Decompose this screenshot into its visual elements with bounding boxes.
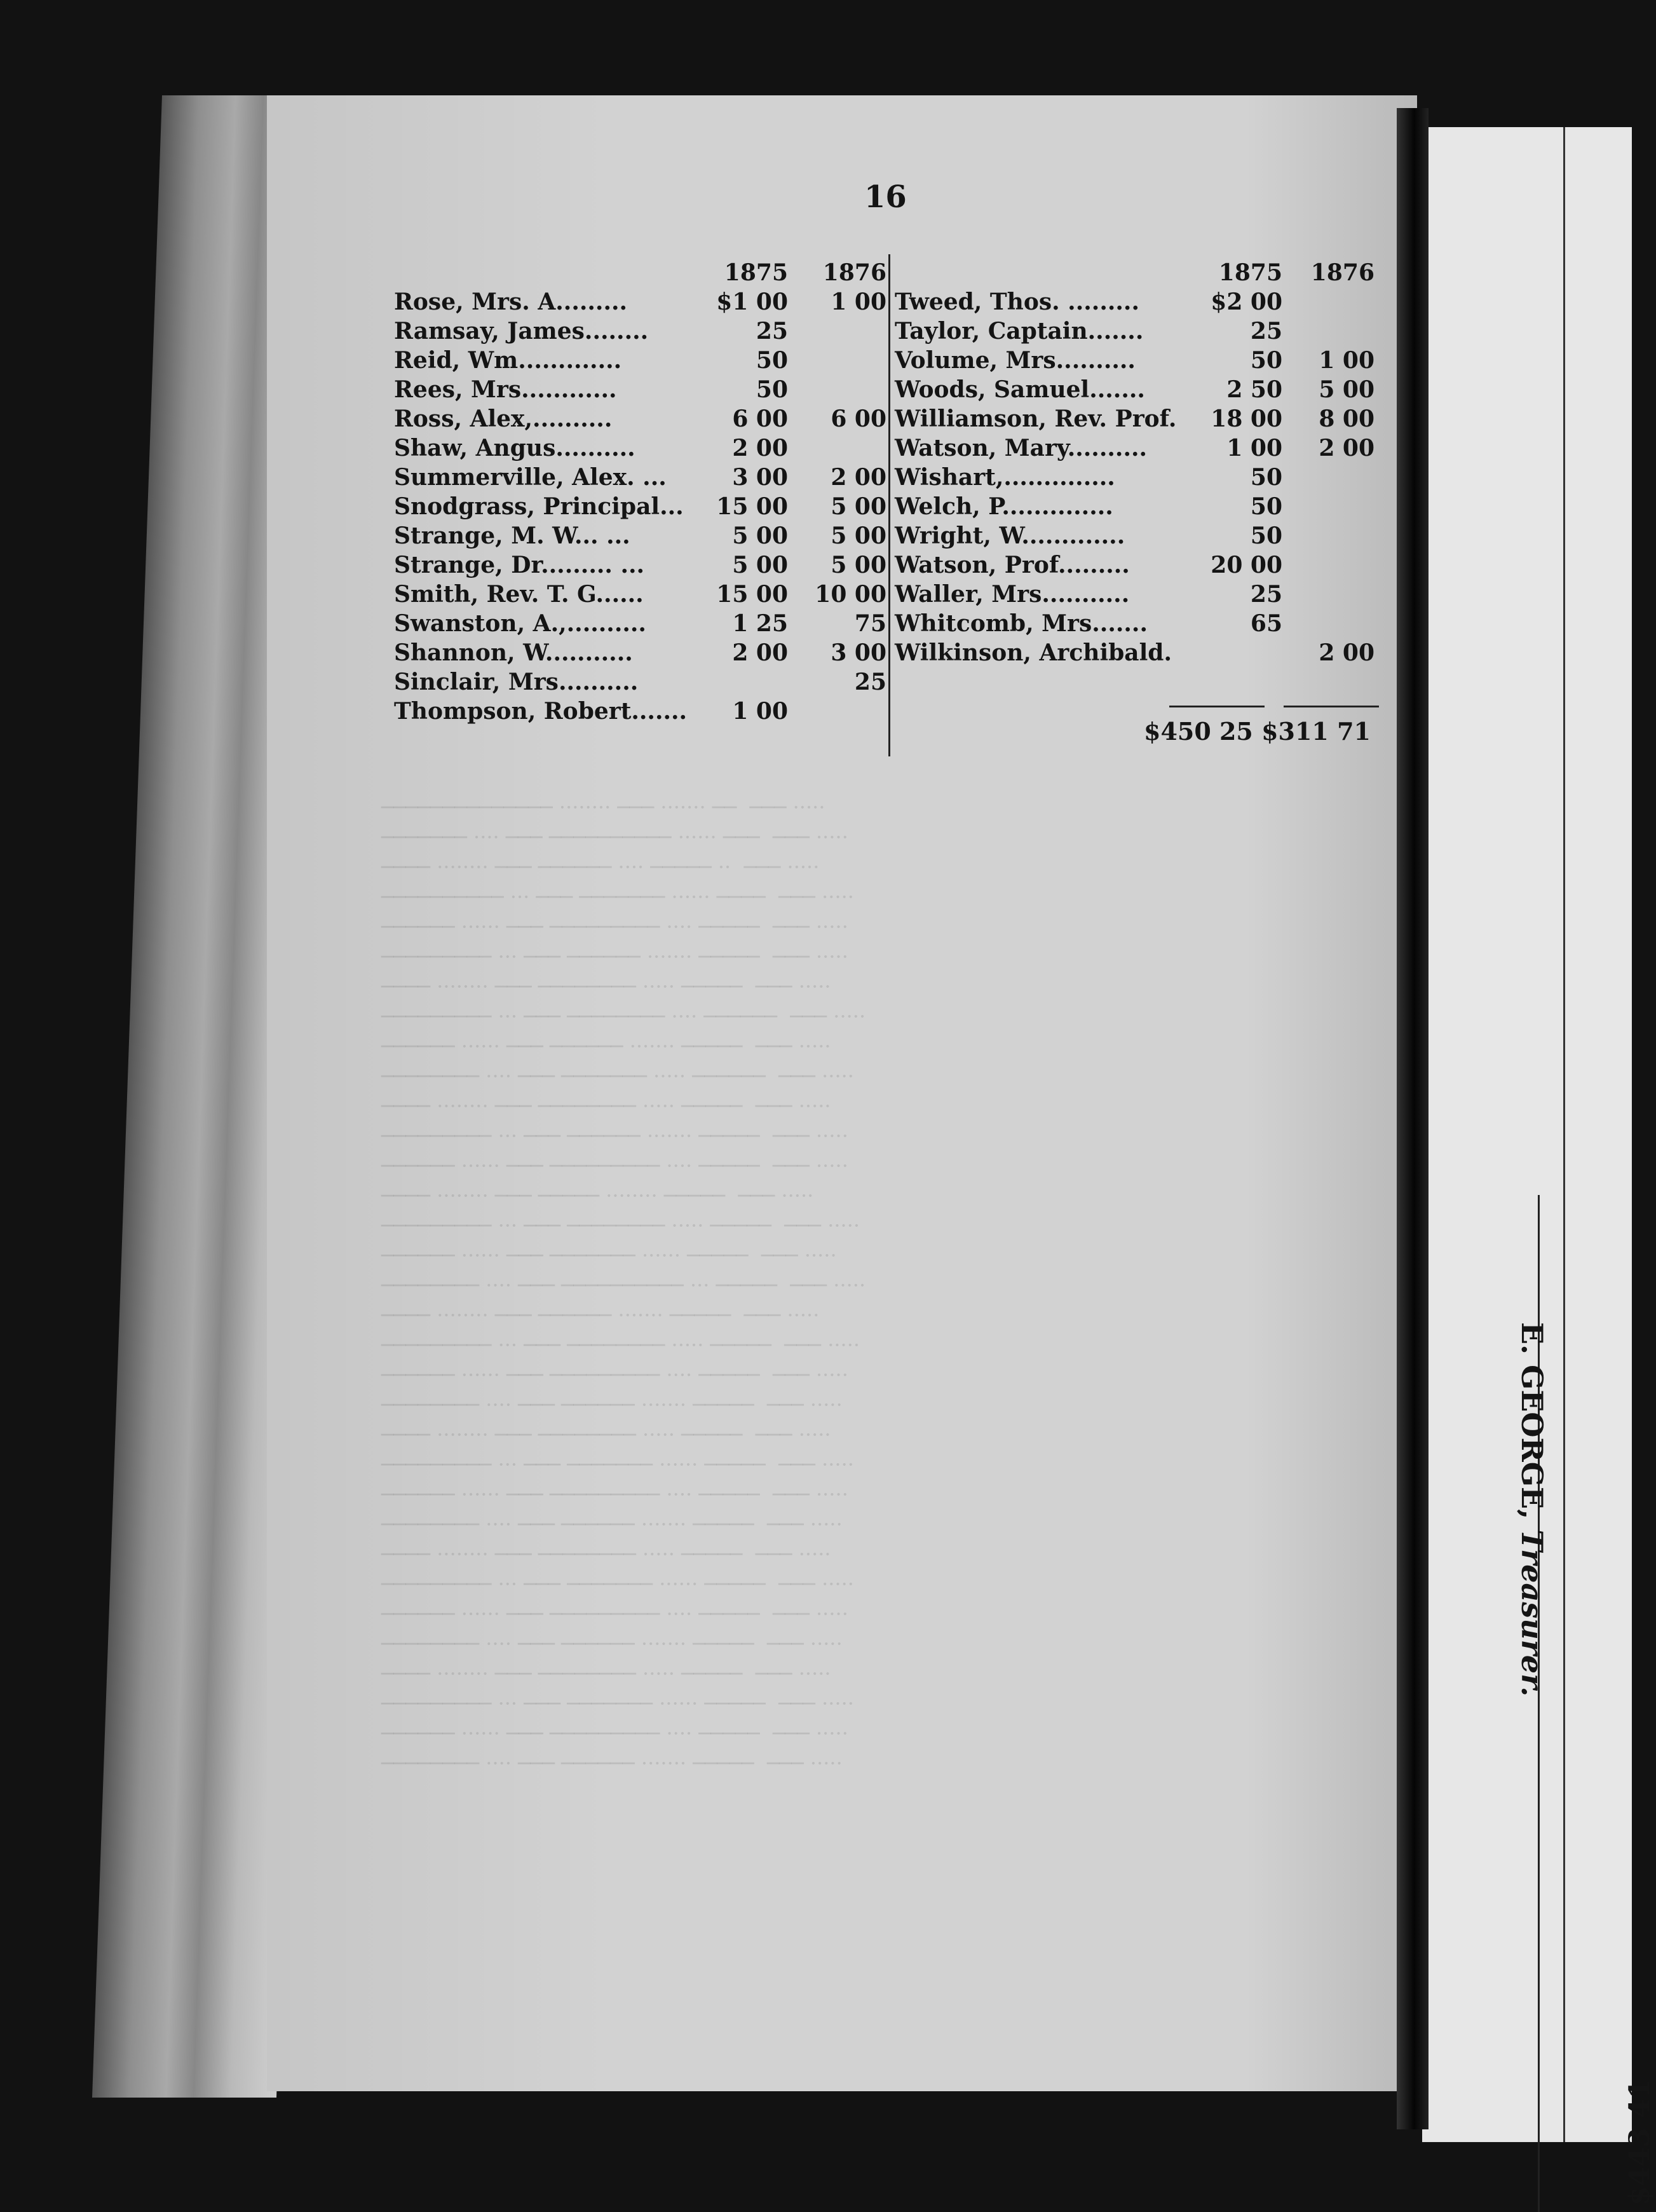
entry-row — [394, 698, 886, 727]
entry-amount-1875: 15 00 — [716, 493, 788, 520]
book-gutter — [1397, 108, 1429, 2129]
entry-amount-1876: 3 00 — [831, 639, 886, 666]
entry-row — [394, 581, 886, 610]
signature-title: Treasurer. — [1515, 1529, 1549, 1697]
entry-amount-1875: 2 00 — [732, 639, 788, 666]
right-column — [895, 259, 1381, 669]
entry-amount-1875: 1 00 — [1226, 435, 1282, 461]
entry-amount-1876: 5 00 — [831, 552, 886, 578]
treasurer-signature — [1511, 1322, 1549, 1767]
entry-row — [394, 435, 886, 464]
entry-amount-1875: 6 00 — [732, 406, 788, 432]
bleed-through-texture: ────────────── ········ ─── ······· ── ─── ····· ─────── ···· ─── ────────── ······ ─── ─── ····· ──── ········ ─── ────── ···· ───── ·· ─── ····· ────────── ··· ─── ─────── ······ ──── ─── ····· ────── ······ ─── ───────── ···· ───── ─── ····· ───────── ··· ─── ────── ······· ───── ─── ····· ──── ········ ─── ──────── ····· ───── ─── ····· ───────── ··· ─── ──────── ···· ────── ─── ····· ────── ······ ─── ────── ······· ───── ─── ····· ──────── ···· ─── ─────── ····· ────── ─── ····· ──── ········ ─── ──────── ····· ───── ─── ····· ───────── ··· ─── ────── ······· ───── ─── ····· ────── ······ ─── ───────── ···· ───── ─── ····· ──── ········ ─── ───── ········ ───── ─── ····· ───────── ··· ─── ──────── ····· ───── ─── ····· ────── ······ ─── ─────── ······ ───── ─── ····· ──────── ···· ─── ────────── ··· ───── ─── ····· ──── ········ ─── ────── ······· ───── ─── ····· ───────── ··· ─── ──────── ····· ───── ─── ····· ────── ······ ─── ───────── ···· ───── ─── ····· ──────── ···· ─── ────── ······· ───── ─── ····· ──── ········ ─── ──────── ····· ───── ─── ····· ───────── ··· ─── ─────── ······ ───── ─── ····· ────── ······ ─── ───────── ···· ───── ─── ····· ──────── ···· ─── ────── ······· ───── ─── ····· ──── ········ ─── ──────── ····· ───── ─── ····· ───────── ··· ─── ─────── ······ ───── ─── ····· ────── ······ ─── ───────── ···· ───── ─── ····· ──────── ···· ─── ────── ······· ───── ─── ····· ──── ········ ─── ──────── ····· ───── ─── ····· ───────── ··· ─── ─────── ······ ───── ─── ····· ────── ······ ─── ───────── ···· ───── ─── ····· ──────── ···· ─── ────── ······· ───── ─── ····· — [381, 795, 866, 1775]
entry-row — [895, 435, 1381, 464]
entry-name: Ross, Alex,.......... — [394, 406, 613, 432]
entry-row — [895, 639, 1381, 669]
entry-name: Snodgrass, Principal... — [394, 493, 684, 520]
total-rule-1875 — [1169, 706, 1265, 707]
year-header-1876: 1876 — [1310, 259, 1374, 286]
entry-amount-1875: 25 — [1250, 581, 1282, 608]
entry-amount-1876: 5 00 — [831, 493, 886, 520]
entry-row — [394, 347, 886, 376]
entry-amount-1875: 50 — [1250, 347, 1282, 374]
entry-row — [394, 376, 886, 406]
total-1876: $311 71 — [1261, 717, 1371, 746]
entry-name: Swanston, A.,.......... — [394, 610, 646, 637]
entry-name: Welch, P.............. — [895, 493, 1113, 520]
right-list — [895, 289, 1381, 669]
facing-page — [1422, 127, 1632, 2142]
entry-amount-1875: 25 — [756, 318, 788, 345]
facing-page-total: $443 41 — [1624, 2079, 1656, 2206]
entry-amount-1875: 50 — [756, 347, 788, 374]
entry-amount-1876: 1 00 — [831, 289, 886, 315]
entry-amount-1876: 5 00 — [1319, 376, 1374, 403]
entry-row — [394, 639, 886, 669]
page-number: 16 — [864, 179, 907, 215]
totals-row — [1144, 717, 1371, 746]
year-header-1875: 1875 — [724, 259, 788, 286]
entry-amount-1876: 8 00 — [1319, 406, 1374, 432]
entry-row — [895, 318, 1381, 347]
entry-name: Reid, Wm............. — [394, 347, 622, 374]
entry-amount-1876: 75 — [854, 610, 886, 637]
entry-amount-1876: 25 — [854, 669, 886, 695]
entry-amount-1876: 2 00 — [1319, 435, 1374, 461]
entry-name: Whitcomb, Mrs....... — [895, 610, 1148, 637]
entry-amount-1876: 5 00 — [831, 522, 886, 549]
entry-name: Wishart,.............. — [895, 464, 1115, 491]
entry-row — [394, 406, 886, 435]
entry-name: Sinclair, Mrs.......... — [394, 669, 639, 695]
entry-row — [394, 289, 886, 318]
total-rule-1876 — [1284, 706, 1379, 707]
column-divider — [888, 254, 890, 756]
entry-row — [895, 493, 1381, 522]
signature-name: E. GEORGE, — [1515, 1322, 1549, 1520]
left-column — [394, 259, 886, 727]
left-list — [394, 289, 886, 727]
entry-name: Summerville, Alex. ... — [394, 464, 667, 491]
entry-amount-1876: 2 00 — [1319, 639, 1374, 666]
entry-row — [394, 318, 886, 347]
entry-row — [394, 522, 886, 552]
left-column-header — [394, 259, 886, 289]
entry-row — [394, 464, 886, 493]
entry-name: Waller, Mrs........... — [895, 581, 1130, 608]
entry-amount-1875: 5 00 — [732, 552, 788, 578]
entry-row — [895, 522, 1381, 552]
entry-name: Volume, Mrs.......... — [895, 347, 1136, 374]
entry-name: Rees, Mrs............ — [394, 376, 617, 403]
entry-amount-1875: 65 — [1250, 610, 1282, 637]
entry-name: Strange, Dr......... ... — [394, 552, 645, 578]
entry-row — [394, 552, 886, 581]
entry-row — [895, 376, 1381, 406]
entry-row — [895, 581, 1381, 610]
entry-amount-1875: 50 — [1250, 522, 1282, 549]
entry-name: Watson, Mary.......... — [895, 435, 1148, 461]
entry-amount-1875: 1 25 — [732, 610, 788, 637]
year-header-1876: 1876 — [822, 259, 886, 286]
entry-name: Thompson, Robert....... — [394, 698, 688, 725]
entry-amount-1875: $1 00 — [716, 289, 788, 315]
entry-row — [895, 464, 1381, 493]
entry-row — [394, 493, 886, 522]
entry-name: Rose, Mrs. A......... — [394, 289, 628, 315]
total-1875: $450 25 — [1144, 717, 1253, 746]
entry-amount-1875: 50 — [1250, 493, 1282, 520]
entry-amount-1876: 2 00 — [831, 464, 886, 491]
entry-amount-1875: $2 00 — [1211, 289, 1282, 315]
entry-amount-1876: 1 00 — [1319, 347, 1374, 374]
entry-amount-1876: 10 00 — [815, 581, 886, 608]
entry-name: Williamson, Rev. Prof. — [895, 406, 1177, 432]
facing-page-edge-rule — [1563, 127, 1565, 2142]
entry-amount-1875: 3 00 — [732, 464, 788, 491]
entry-amount-1875: 5 00 — [732, 522, 788, 549]
entry-name: Taylor, Captain....... — [895, 318, 1144, 345]
entry-name: Wright, W............. — [895, 522, 1125, 549]
entry-row — [895, 347, 1381, 376]
entry-amount-1875: 1 00 — [732, 698, 788, 725]
entry-amount-1875: 25 — [1250, 318, 1282, 345]
entry-name: Smith, Rev. T. G...... — [394, 581, 644, 608]
entry-amount-1875: 2 00 — [732, 435, 788, 461]
right-column-header — [895, 259, 1381, 289]
entry-amount-1875: 2 50 — [1226, 376, 1282, 403]
entry-row — [895, 552, 1381, 581]
entry-amount-1875: 15 00 — [716, 581, 788, 608]
entry-name: Woods, Samuel....... — [895, 376, 1145, 403]
entry-amount-1876: 6 00 — [831, 406, 886, 432]
entry-name: Shannon, W........... — [394, 639, 633, 666]
year-header-1875: 1875 — [1218, 259, 1282, 286]
entry-name: Wilkinson, Archibald. — [895, 639, 1172, 666]
entry-amount-1875: 18 00 — [1211, 406, 1282, 432]
entry-row — [895, 289, 1381, 318]
entry-amount-1875: 20 00 — [1211, 552, 1282, 578]
entry-row — [895, 406, 1381, 435]
entry-name: Shaw, Angus.......... — [394, 435, 635, 461]
entry-name: Ramsay, James........ — [394, 318, 649, 345]
entry-amount-1875: 50 — [1250, 464, 1282, 491]
entry-row — [394, 669, 886, 698]
entry-name: Watson, Prof......... — [895, 552, 1130, 578]
entry-name: Strange, M. W... ... — [394, 522, 630, 549]
entry-amount-1875: 50 — [756, 376, 788, 403]
entry-row — [394, 610, 886, 639]
entry-name: Tweed, Thos. ......... — [895, 289, 1139, 315]
entry-row — [895, 610, 1381, 639]
